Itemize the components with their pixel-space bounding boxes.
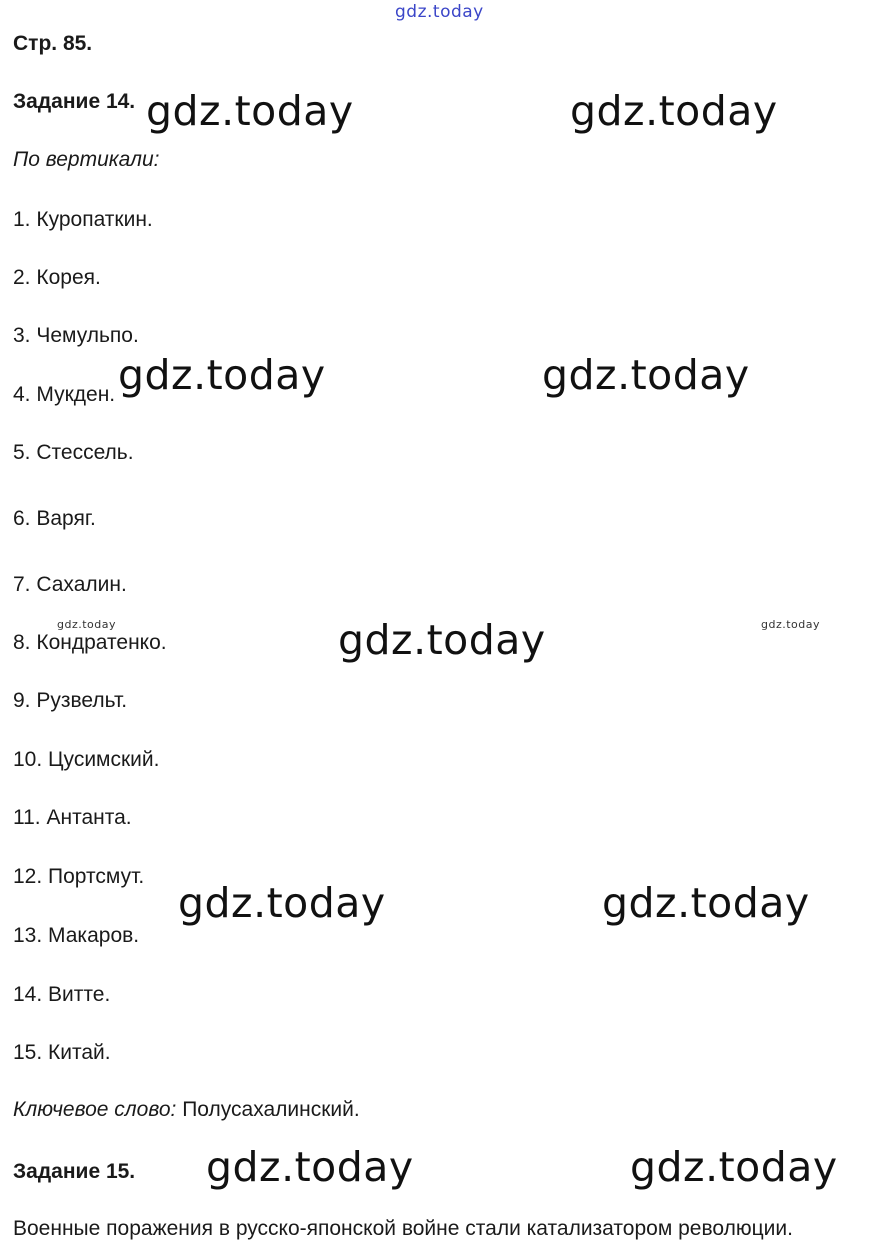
watermark: gdz.today	[206, 1143, 414, 1191]
answer-item: 3. Чемульпо.	[13, 324, 139, 347]
keyword-line	[13, 1098, 360, 1122]
task-14-title: Задание 14.	[13, 90, 136, 113]
watermark-top: gdz.today	[395, 2, 484, 22]
answer-item: 10. Цусимский.	[13, 748, 160, 771]
keyword-value: Полусахалинский.	[182, 1098, 360, 1121]
keyword-label: Ключевое слово:	[13, 1098, 177, 1121]
answer-item: 2. Корея.	[13, 266, 101, 289]
answer-item: 9. Рузвельт.	[13, 689, 128, 712]
answer-item: 6. Варяг.	[13, 507, 96, 530]
watermark: gdz.today	[602, 879, 810, 927]
answer-item: 15. Китай.	[13, 1041, 111, 1064]
answer-item: 4. Мукден.	[13, 383, 116, 406]
watermark: gdz.today	[570, 87, 778, 135]
watermark: gdz.today	[630, 1143, 838, 1191]
task-15-text: Военные поражения в русско-японской войне стали катализатором революции.	[13, 1217, 793, 1240]
watermark: gdz.today	[542, 351, 750, 399]
watermark: gdz.today	[146, 87, 354, 135]
watermark-small: gdz.today	[761, 618, 821, 631]
watermark: gdz.today	[178, 879, 386, 927]
task-15-title: Задание 15.	[13, 1160, 136, 1183]
page-number-heading: Стр. 85.	[13, 32, 93, 55]
answer-item: 7. Сахалин.	[13, 573, 127, 596]
answer-item: 11. Антанта.	[13, 806, 132, 829]
answer-item: 8. Кондратенко.	[13, 631, 167, 654]
answer-item: 12. Портсмут.	[13, 865, 145, 888]
answer-item: 1. Куропаткин.	[13, 208, 153, 231]
watermark-small: gdz.today	[57, 618, 117, 631]
task-14-subtitle: По вертикали:	[13, 148, 160, 171]
watermark: gdz.today	[338, 616, 546, 664]
answer-item: 5. Стессель.	[13, 441, 134, 464]
answer-item: 14. Витте.	[13, 983, 111, 1006]
answer-item: 13. Макаров.	[13, 924, 140, 947]
watermark: gdz.today	[118, 351, 326, 399]
